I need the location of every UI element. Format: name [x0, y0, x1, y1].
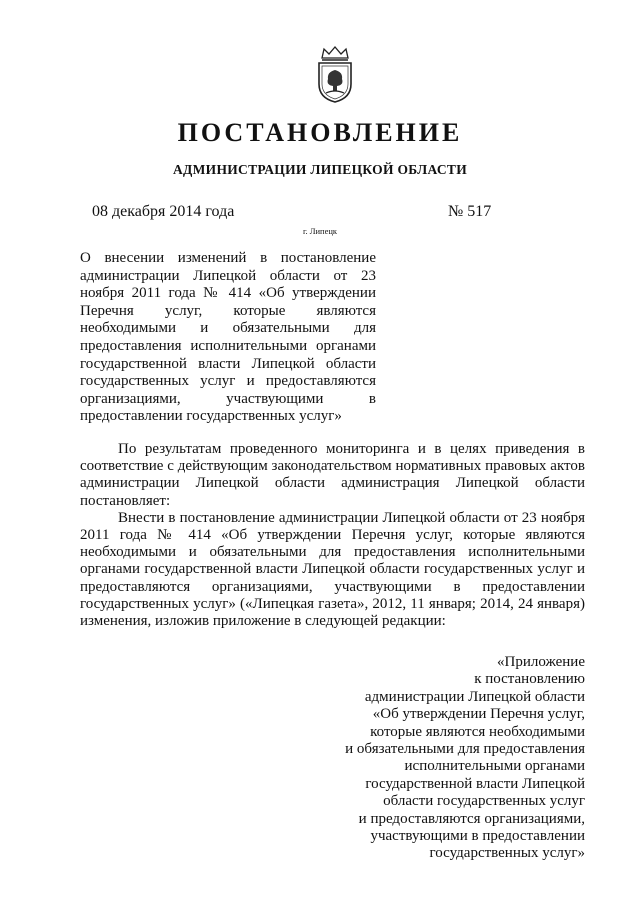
appendix-line: участвующими в предоставлении [370, 828, 585, 845]
document-body [80, 441, 585, 630]
document-date: 08 декабря 2014 года [92, 203, 235, 220]
appendix-line: администрации Липецкой области [364, 688, 585, 705]
appendix-line: государственных услуг» [429, 845, 585, 862]
document-city: г. Липецк [302, 226, 338, 236]
appendix-line: «Об утверждении Перечня услуг, [372, 706, 585, 723]
appendix-line: «Приложение [496, 654, 585, 670]
appendix-line: к постановлению [474, 671, 585, 688]
coat-of-arms-icon [314, 46, 356, 104]
body-paragraph: Внести в постановление администрации Липецкой области от 23 ноября 2011 года № 414 «Об утверждении Перечня услуг, которые являются необходимыми и обязательными для предоставления исполнительными органами государственной власти Липецкой области государственных услуг и предоставляются организациями, участвующими в предоставлении государственных услуг» («Липецкая газета», 2012, 11 января; 2014, 24 января) изменения, изложив приложение в следующей редакции: [80, 509, 585, 630]
appendix-line: области государственных услуг [383, 793, 585, 810]
document-title: ПОСТАНОВЛЕНИЕ [177, 118, 463, 147]
document-number: № 517 [448, 203, 492, 220]
body-paragraph: По результатам проведенного мониторинга и в целях приведения в соответствие с действующим законодательством нормативных правовых актов администрации Липецкой области администрация Липецкой области постановляет: [80, 441, 585, 509]
appendix-line: и предоставляются организациями, [358, 810, 585, 827]
appendix-header [285, 654, 585, 863]
appendix-line: государственной власти Липецкой [365, 775, 585, 792]
document-subtitle: АДМИНИСТРАЦИИ ЛИПЕЦКОЙ ОБЛАСТИ [172, 162, 468, 177]
document-subject: О внесении изменений в постановление администрации Липецкой области от 23 ноября 2011 года № 414 «Об утверждении Перечня услуг, которые являются необходимыми и обязательными для предоставления исполнительными органами государственной власти Липецкой области государственных услуг и предоставляются организациями, участвующими в предоставлении государственных услуг» [80, 250, 376, 425]
appendix-line: которые являются необходимыми [370, 723, 585, 740]
appendix-line: и обязательными для предоставления [345, 741, 585, 758]
appendix-line: исполнительными органами [404, 758, 585, 775]
